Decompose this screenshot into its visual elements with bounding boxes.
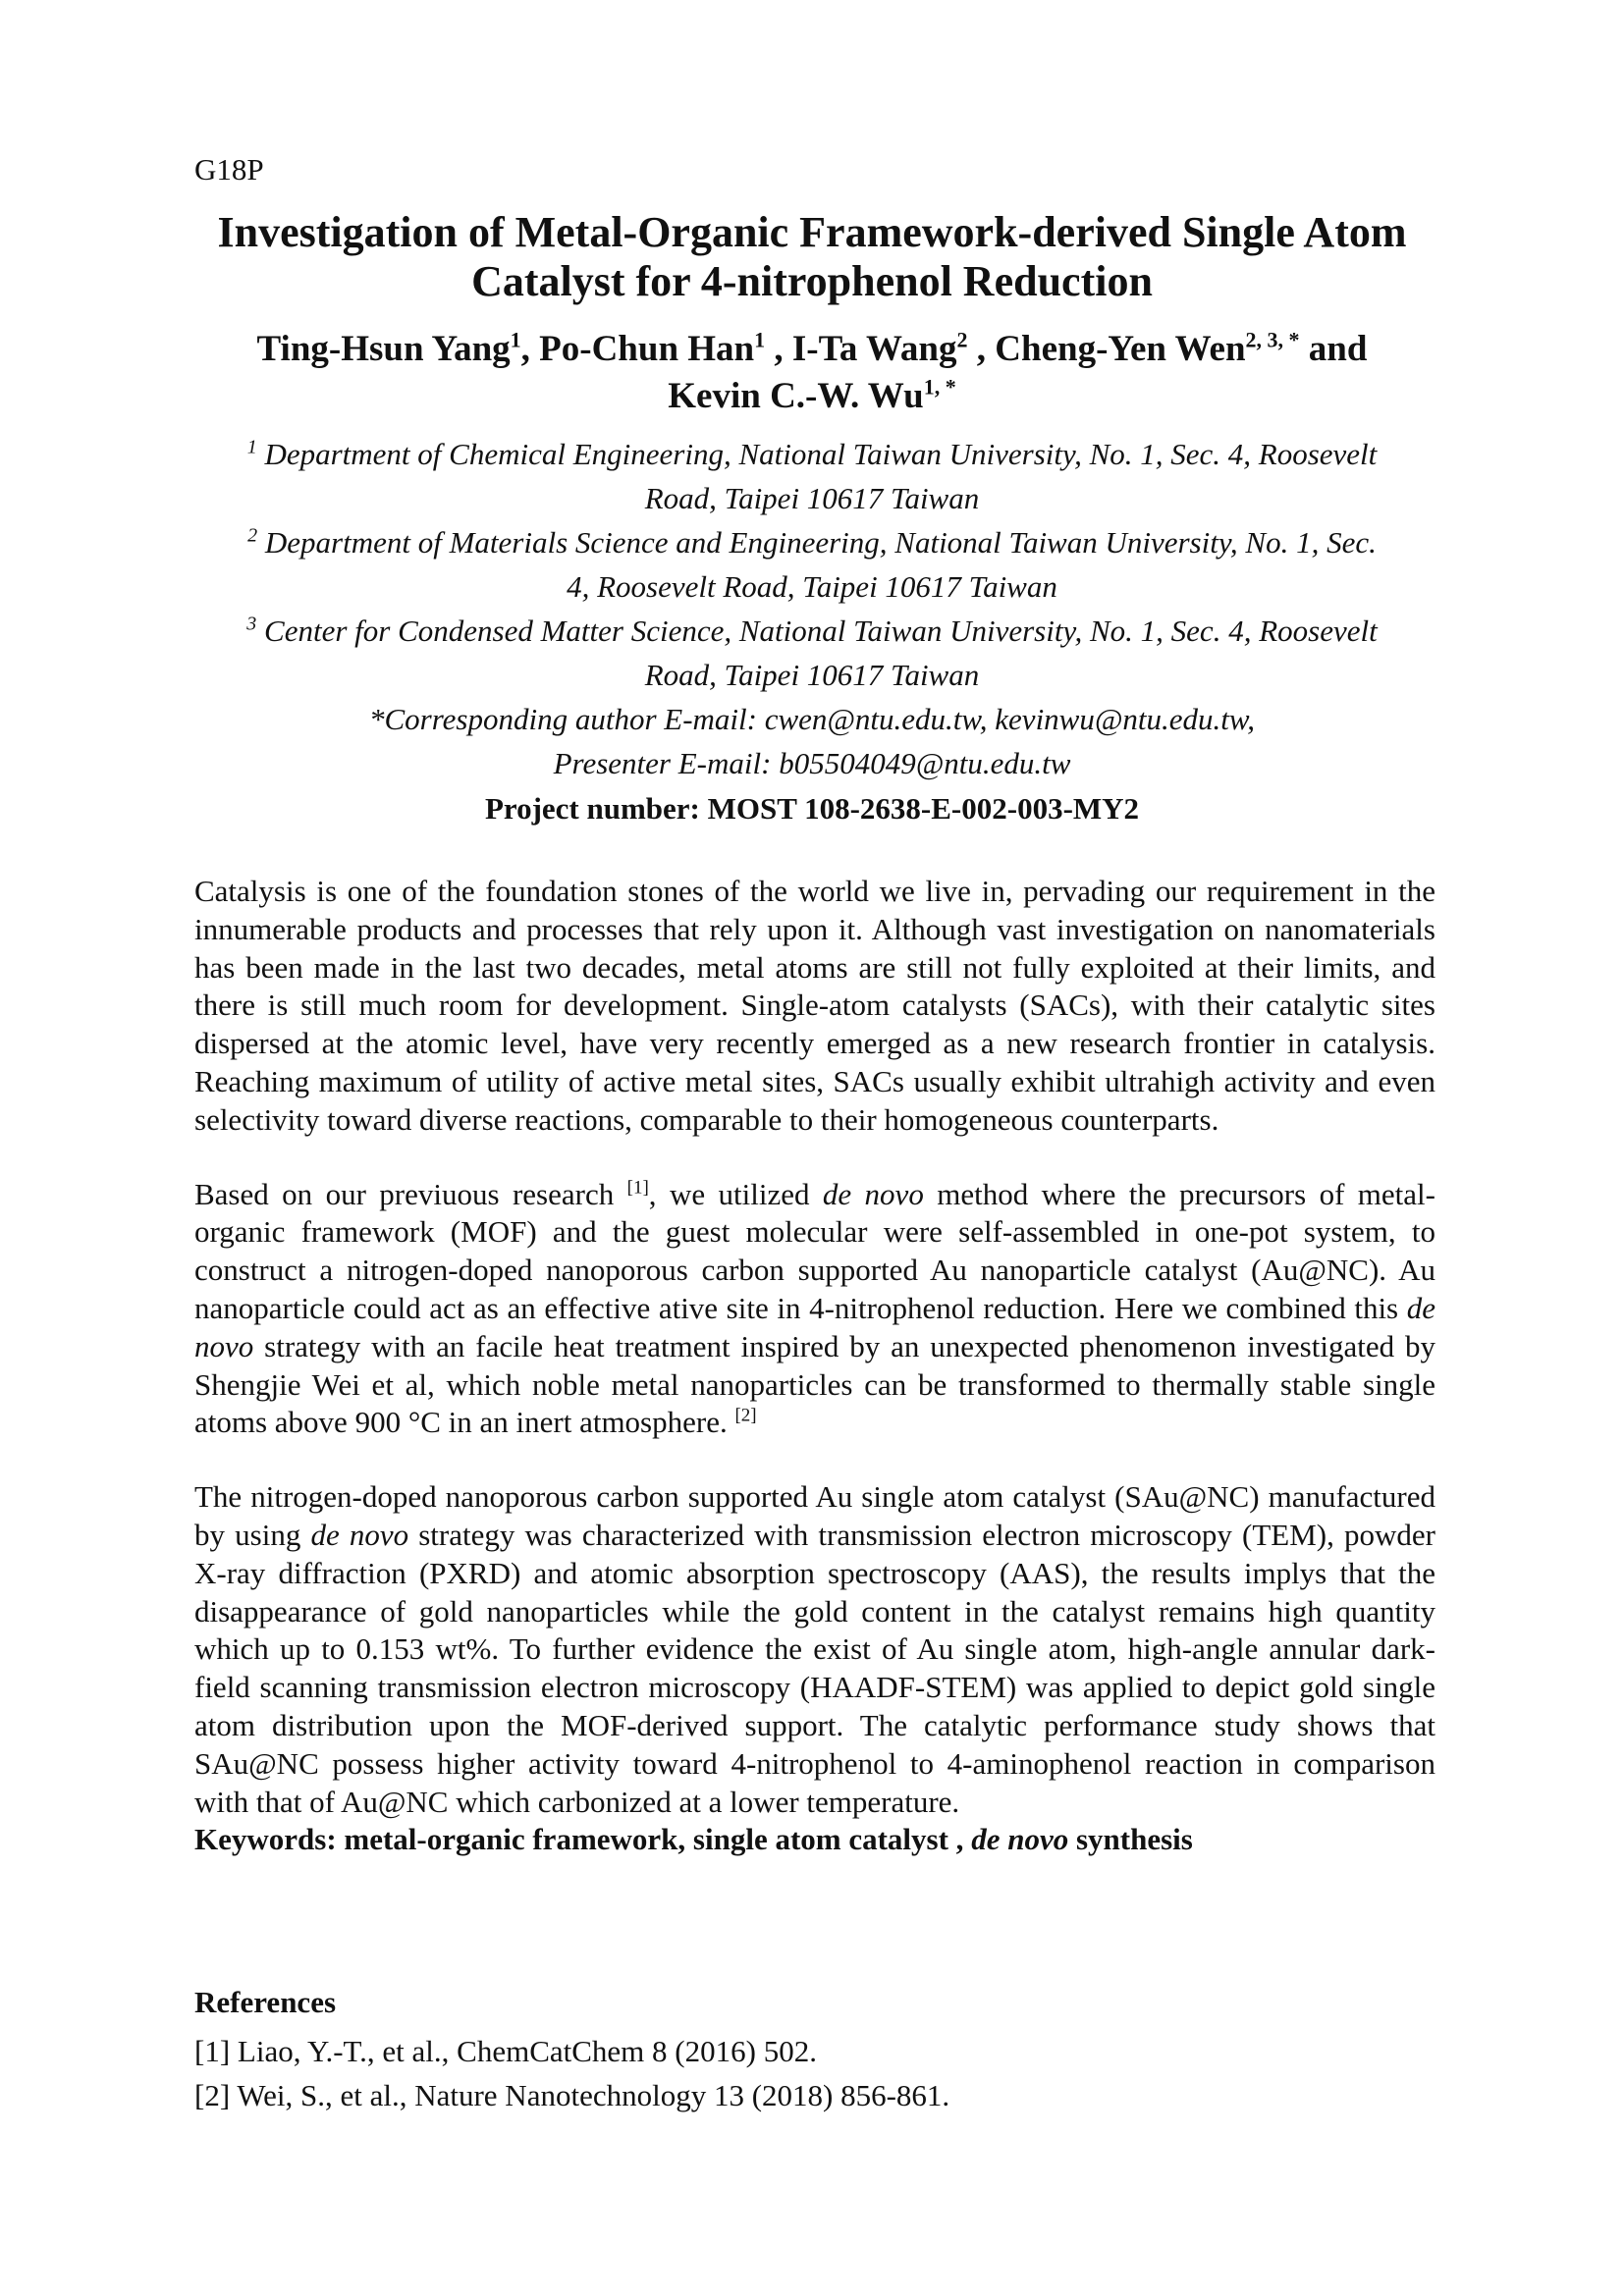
text-run: , we utilized [648, 1176, 823, 1211]
affiliation-sup: 2 [247, 524, 258, 547]
text-run: The nitrogen-doped nanoporous carbon supported Au single atom catalyst (SAu@NC) manufactured by using [194, 1479, 1435, 1552]
affiliation-3-line-2: Road, Taipei 10617 Taiwan [644, 658, 980, 692]
italic-term: de novo [194, 1290, 1435, 1363]
author-affil-sup: 2, 3, * [1245, 327, 1300, 352]
italic-term: de novo [822, 1176, 924, 1211]
paragraph-3 [194, 1478, 1435, 1821]
text-run: Based on our previuous research [194, 1176, 627, 1211]
author-name: , Cheng-Yen Wen [967, 329, 1246, 369]
author-conjunction: and [1299, 329, 1368, 369]
author-name: Kevin C.-W. Wu [668, 376, 924, 416]
paper-title [147, 208, 1477, 306]
author-affil-sup: 1, * [923, 374, 956, 400]
author-name: , Po-Chun Han [520, 329, 755, 369]
affiliation-3-line-1 [191, 609, 1433, 653]
author-name: , I-Ta Wang [765, 329, 957, 369]
paragraph-2 [194, 1176, 1435, 1443]
author-affil-sup: 2 [956, 327, 968, 352]
affiliation-2-line-2: 4, Roosevelt Road, Taipei 10617 Taiwan [567, 569, 1057, 604]
affiliation-text: Department of Chemical Engineering, National Taiwan University, No. 1, Sec. 4, Roosevelt [256, 437, 1378, 471]
presenter-email: Presenter E-mail: b05504049@ntu.edu.tw [553, 746, 1071, 780]
text-run: strategy with an facile heat treatment inspired by an unexpected phenomenon investigated by Shengjie Wei et al, which noble metal nanoparticles can be transformed to thermally stable single atoms above 900 °C in an inert atmosphere. [194, 1328, 1435, 1440]
text-run: method where the precursors of metal-organic framework (MOF) and the guest molecular were self-assembled in one-pot system, to construct a nitrogen-doped nanoporous carbon supported Au nanoparticle catalyst (Au@NC). Au nanoparticle could act as an effective ative site in 4-nitrophenol reduction. Here we combined this [194, 1176, 1435, 1325]
reference-item: [1] Liao, Y.-T., et al., ChemCatChem 8 (2016) 502. [194, 2034, 817, 2068]
affiliation-1-line-1 [191, 432, 1433, 476]
affiliations [191, 432, 1433, 785]
title-line-1: Investigation of Metal-Organic Framework-derived Single Atom [217, 208, 1407, 256]
references-list [194, 2029, 949, 2117]
affiliation-text: Department of Materials Science and Engineering, National Taiwan University, No. 1, Sec. [257, 525, 1377, 560]
title-line-2: Catalyst for 4-nitrophenol Reduction [471, 257, 1153, 305]
keywords-text: Keywords: metal-organic framework, single atom catalyst , [194, 1822, 972, 1857]
affiliation-2-line-1 [191, 520, 1433, 564]
keywords-text: synthesis [1068, 1822, 1193, 1857]
affiliation-sup: 1 [246, 436, 257, 458]
author-affil-sup: 1 [754, 327, 766, 352]
author-name: Ting-Hsun Yang [256, 329, 511, 369]
keywords [194, 1821, 1435, 1859]
italic-term: de novo [971, 1822, 1069, 1857]
reference-item: [2] Wei, S., et al., Nature Nanotechnology 13 (2018) 856-861. [194, 2078, 950, 2112]
corresponding-email: *Corresponding author E-mail: cwen@ntu.edu.tw, kevinwu@ntu.edu.tw, [369, 702, 1255, 736]
affiliation-text: Center for Condensed Matter Science, National Taiwan University, No. 1, Sec. 4, Roosevelt [256, 614, 1378, 648]
authors-line-1 [147, 326, 1477, 373]
references-heading: References [194, 1985, 337, 2019]
abstract-body [194, 873, 1435, 1859]
paragraph-1: Catalysis is one of the foundation stones of the world we live in, pervading our requirement in the innumerable products and processes that rely upon it. Although vast investigation on nanomaterials has been made in the last two decades, metal atoms are still not fully exploited at their limits, and there is still much room for development. Single-atom catalysts (SACs), with their catalytic sites dispersed at the atomic level, have very recently emerged as a new research frontier in catalysis. Reaching maximum of utility of active metal sites, SACs usually exhibit ultrahigh activity and even selectivity toward diverse reactions, comparable to their homogeneous counterparts. [194, 874, 1435, 1137]
affiliation-1-line-2: Road, Taipei 10617 Taiwan [644, 481, 980, 515]
citation-2: [2] [734, 1406, 757, 1427]
abstract-code: G18P [194, 152, 264, 187]
project-number: Project number: MOST 108-2638-E-002-003-MY2 [484, 791, 1140, 826]
affiliation-sup: 3 [246, 613, 257, 635]
citation-1: [1] [626, 1177, 649, 1199]
authors-line-2 [147, 373, 1477, 420]
author-affil-sup: 1 [510, 327, 521, 352]
author-list [147, 326, 1477, 420]
italic-term: de novo [310, 1517, 409, 1552]
text-run: strategy was characterized with transmission electron microscopy (TEM), powder X-ray diffraction (PXRD) and atomic absorption spectroscopy (AAS), the results implys that the disappearance of gold nanoparticles while the gold content in the catalyst remains high quantity which up to 0.153 wt%. To further evidence the exist of Au single atom, high-angle annular dark-field scanning transmission electron microscopy (HAADF-STEM) was applied to depict gold single atom distribution upon the MOF-derived support. The catalytic performance study shows that SAu@NC possess higher activity toward 4-nitrophenol to 4-aminophenol reaction in comparison with that of Au@NC which carbonized at a lower temperature. [194, 1517, 1435, 1819]
